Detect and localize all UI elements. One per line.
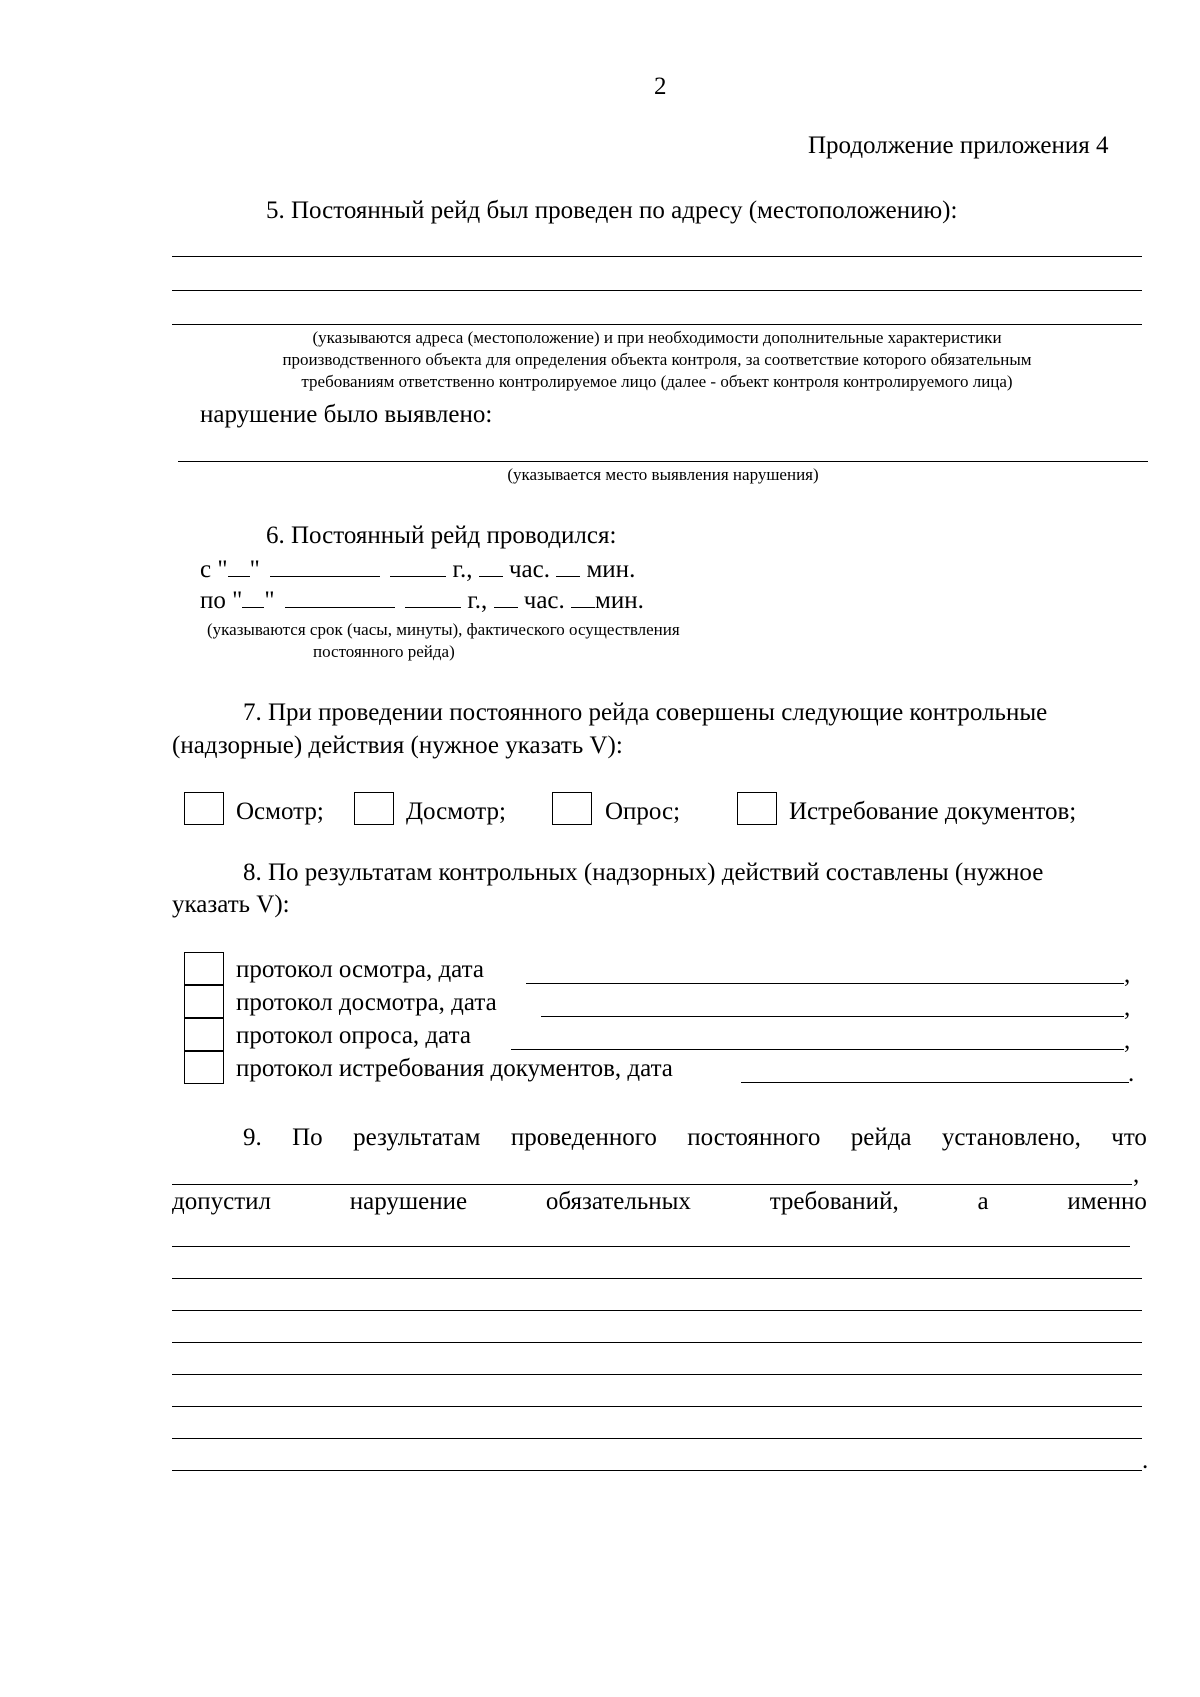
checkbox-protocol-search[interactable] <box>184 985 224 1018</box>
from-hour-field[interactable] <box>479 554 503 577</box>
protocol-documents-label: протокол истребования документов, дата <box>236 1055 673 1082</box>
option-document-request: Истребование документов; <box>789 798 1077 825</box>
s9-word: нарушение <box>349 1188 468 1215</box>
protocol-inspection-date-line[interactable] <box>526 983 1124 984</box>
address-note-1: (указываются адреса (местоположение) и при необходимости дополнительные характеристики <box>312 328 1002 347</box>
protocol-inspection-comma: , <box>1124 961 1131 988</box>
s9-word: рейда <box>850 1124 912 1151</box>
s9-word: требований, <box>769 1188 899 1215</box>
checkbox-document-request[interactable] <box>737 792 777 825</box>
to-year-label: г., <box>467 587 488 614</box>
period-note-1: (указываются срок (часы, минуты), фактического осуществления <box>207 620 680 639</box>
from-prefix: с " <box>200 556 228 583</box>
violation-detail-period: . <box>1142 1447 1149 1474</box>
section-7-line-1: 7. При проведении постоянного рейда совершены следующие контрольные <box>243 699 1048 726</box>
option-inspection: Осмотр; <box>236 798 324 825</box>
s9-word: а <box>977 1188 989 1215</box>
protocol-documents-date-line[interactable] <box>741 1082 1129 1083</box>
section-9-line-1 <box>243 1123 1147 1153</box>
s9-word: что <box>1111 1124 1147 1151</box>
to-day-field[interactable] <box>242 585 264 608</box>
protocol-search-label: протокол досмотра, дата <box>236 989 497 1016</box>
protocol-search-date-line[interactable] <box>541 1016 1124 1017</box>
checkbox-search[interactable] <box>354 792 394 825</box>
to-hour-label: час. <box>523 587 565 614</box>
protocol-search-comma: , <box>1124 994 1131 1021</box>
violation-detail-line[interactable] <box>172 1406 1142 1407</box>
address-note-2: производственного объекта для определения объекта контроля, за соответствие которого обязательным <box>282 350 1032 369</box>
option-search: Досмотр; <box>406 798 506 825</box>
section-8-line-1: 8. По результатам контрольных (надзорных) действий составлены (нужное <box>243 859 1044 886</box>
to-prefix: по " <box>200 587 243 614</box>
checkbox-inspection[interactable] <box>184 792 224 825</box>
section-9-line-2 <box>172 1187 1147 1217</box>
s9-word: результатам <box>353 1124 481 1151</box>
from-quote: " <box>249 556 260 583</box>
violation-detail-line[interactable] <box>172 1374 1142 1375</box>
violation-detail-line[interactable] <box>172 1310 1142 1311</box>
violation-detail-line[interactable] <box>172 1438 1142 1439</box>
violation-place-line[interactable] <box>178 461 1148 462</box>
to-min-field[interactable] <box>571 585 595 608</box>
protocol-interview-date-line[interactable] <box>511 1049 1124 1050</box>
from-day-field[interactable] <box>228 554 250 577</box>
address-note-3: требованиям ответственно контролируемое лицо (далее - объект контроля контролируемого лица) <box>301 372 1013 391</box>
to-hour-field[interactable] <box>494 585 518 608</box>
protocol-inspection-label: протокол осмотра, дата <box>236 956 484 983</box>
address-line-3[interactable] <box>172 324 1142 325</box>
section-6-title: 6. Постоянный рейд проводился: <box>266 522 617 549</box>
violator-comma: , <box>1133 1161 1140 1188</box>
protocol-documents-period: . <box>1128 1060 1135 1087</box>
from-year-field[interactable] <box>390 554 446 577</box>
s9-word: именно <box>1067 1188 1147 1215</box>
to-month-field[interactable] <box>285 585 395 608</box>
period-from-row <box>200 554 635 585</box>
from-min-label: мин. <box>586 556 636 583</box>
to-year-field[interactable] <box>405 585 461 608</box>
protocol-interview-comma: , <box>1124 1027 1131 1054</box>
address-line-1[interactable] <box>172 256 1142 257</box>
period-to-row <box>200 585 644 616</box>
s9-word: допустил <box>172 1188 271 1215</box>
violation-detail-line[interactable] <box>172 1470 1142 1471</box>
violation-place-note: (указывается место выявления нарушения) <box>507 465 819 484</box>
checkbox-protocol-interview[interactable] <box>184 1018 224 1051</box>
page-number: 2 <box>654 73 667 100</box>
section-7-line-2: (надзорные) действия (нужное указать V): <box>172 732 623 759</box>
s9-word: По <box>292 1124 323 1151</box>
violation-detail-line[interactable] <box>172 1342 1142 1343</box>
to-quote: " <box>264 587 275 614</box>
violator-line[interactable] <box>172 1184 1132 1185</box>
from-hour-label: час. <box>508 556 550 583</box>
section-8-line-2: указать V): <box>172 891 290 918</box>
period-note-2: постоянного рейда) <box>313 642 455 661</box>
address-line-2[interactable] <box>172 290 1142 291</box>
from-year-label: г., <box>452 556 473 583</box>
s9-word: проведенного <box>510 1124 657 1151</box>
s9-word: установлено, <box>941 1124 1081 1151</box>
checkbox-protocol-inspection[interactable] <box>184 952 224 985</box>
checkbox-protocol-documents[interactable] <box>184 1051 224 1084</box>
violation-detail-line[interactable] <box>172 1246 1130 1247</box>
violation-label: нарушение было выявлено: <box>200 401 493 428</box>
from-min-field[interactable] <box>556 554 580 577</box>
section-5-title: 5. Постоянный рейд был проведен по адресу (местоположению): <box>266 197 958 224</box>
s9-word: постоянного <box>687 1124 821 1151</box>
s9-word: обязательных <box>545 1188 691 1215</box>
option-interview: Опрос; <box>605 798 681 825</box>
s9-word: 9. <box>243 1124 262 1151</box>
from-month-field[interactable] <box>270 554 380 577</box>
violation-detail-line[interactable] <box>172 1278 1142 1279</box>
appendix-header: Продолжение приложения 4 <box>808 132 1109 159</box>
protocol-interview-label: протокол опроса, дата <box>236 1022 471 1049</box>
checkbox-interview[interactable] <box>552 792 592 825</box>
to-min-label: мин. <box>595 587 644 614</box>
